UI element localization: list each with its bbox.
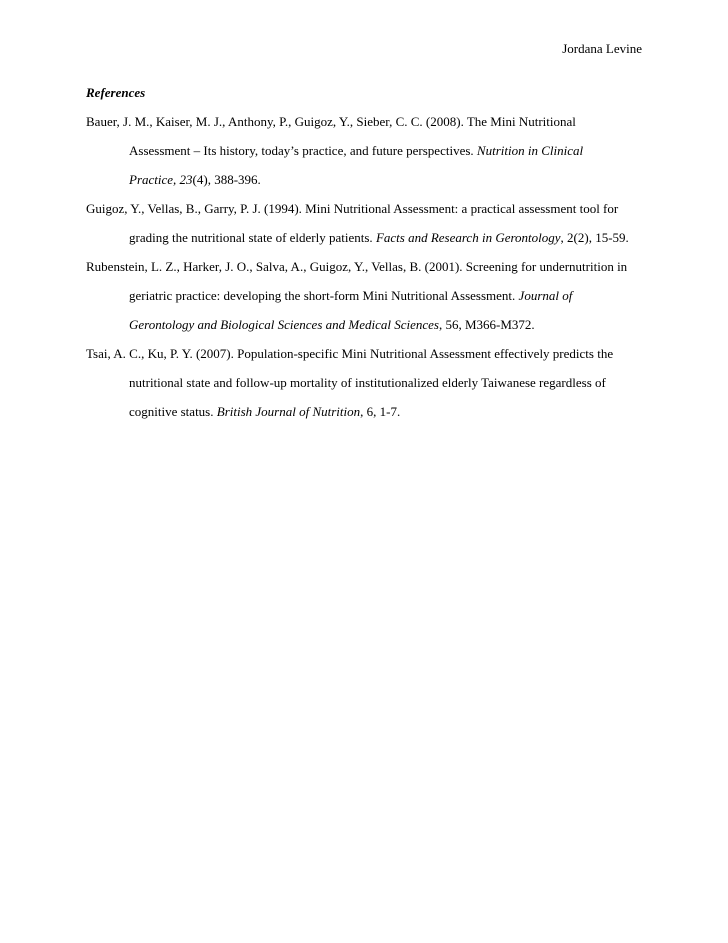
reference-entry xyxy=(86,259,656,346)
reference-text: nutritional state and follow-up mortality of institutionalized elderly Taiwanese regardless of xyxy=(129,375,606,390)
reference-text: Bauer, J. M., Kaiser, M. J., Anthony, P., Guigoz, Y., Sieber, C. C. (2008). The Mini Nutritional xyxy=(86,114,576,129)
reference-entry xyxy=(86,346,656,433)
reference-text: geriatric practice: developing the short-form Mini Nutritional Assessment. xyxy=(129,288,519,303)
reference-italic-text: Gerontology and Biological Sciences and Medical Sciences xyxy=(129,317,439,332)
reference-text: , 2(2), 15-59. xyxy=(560,230,629,245)
reference-text: Assessment – Its history, today’s practice, and future perspectives. xyxy=(129,143,477,158)
reference-italic-text: Practice, 23 xyxy=(129,172,193,187)
reference-line xyxy=(86,317,656,346)
reference-italic-text: Facts and Research in Gerontology xyxy=(375,230,561,245)
reference-line xyxy=(86,143,656,172)
reference-text: (4), 388-396. xyxy=(192,172,261,187)
reference-entry xyxy=(86,114,656,201)
reference-line xyxy=(86,230,656,259)
reference-line xyxy=(86,259,656,288)
reference-italic-text: British Journal of Nutrition xyxy=(216,404,361,419)
reference-line xyxy=(86,201,656,230)
reference-italic-text: Journal of xyxy=(518,288,573,303)
reference-line xyxy=(86,404,656,433)
reference-line xyxy=(86,172,656,201)
reference-list xyxy=(86,114,656,433)
reference-text: Rubenstein, L. Z., Harker, J. O., Salva, A., Guigoz, Y., Vellas, B. (2001). Screening for undernutrition in xyxy=(86,259,628,274)
reference-line xyxy=(86,114,656,143)
reference-entry xyxy=(86,201,656,259)
running-head-author: Jordana Levine xyxy=(562,41,642,56)
reference-line xyxy=(86,288,656,317)
reference-text: grading the nutritional state of elderly patients. xyxy=(129,230,376,245)
reference-line xyxy=(86,375,656,404)
reference-text: , 56, M366-M372. xyxy=(438,317,535,332)
reference-text: , 6, 1-7. xyxy=(360,404,401,419)
reference-text: Guigoz, Y., Vellas, B., Garry, P. J. (1994). Mini Nutritional Assessment: a practical assessment tool for xyxy=(86,201,619,216)
reference-text: Tsai, A. C., Ku, P. Y. (2007). Population-specific Mini Nutritional Assessment effectively predicts the xyxy=(86,346,614,361)
references-heading: References xyxy=(86,85,146,100)
reference-italic-text: Nutrition in Clinical xyxy=(476,143,584,158)
reference-text: cognitive status. xyxy=(129,404,217,419)
reference-line xyxy=(86,346,656,375)
